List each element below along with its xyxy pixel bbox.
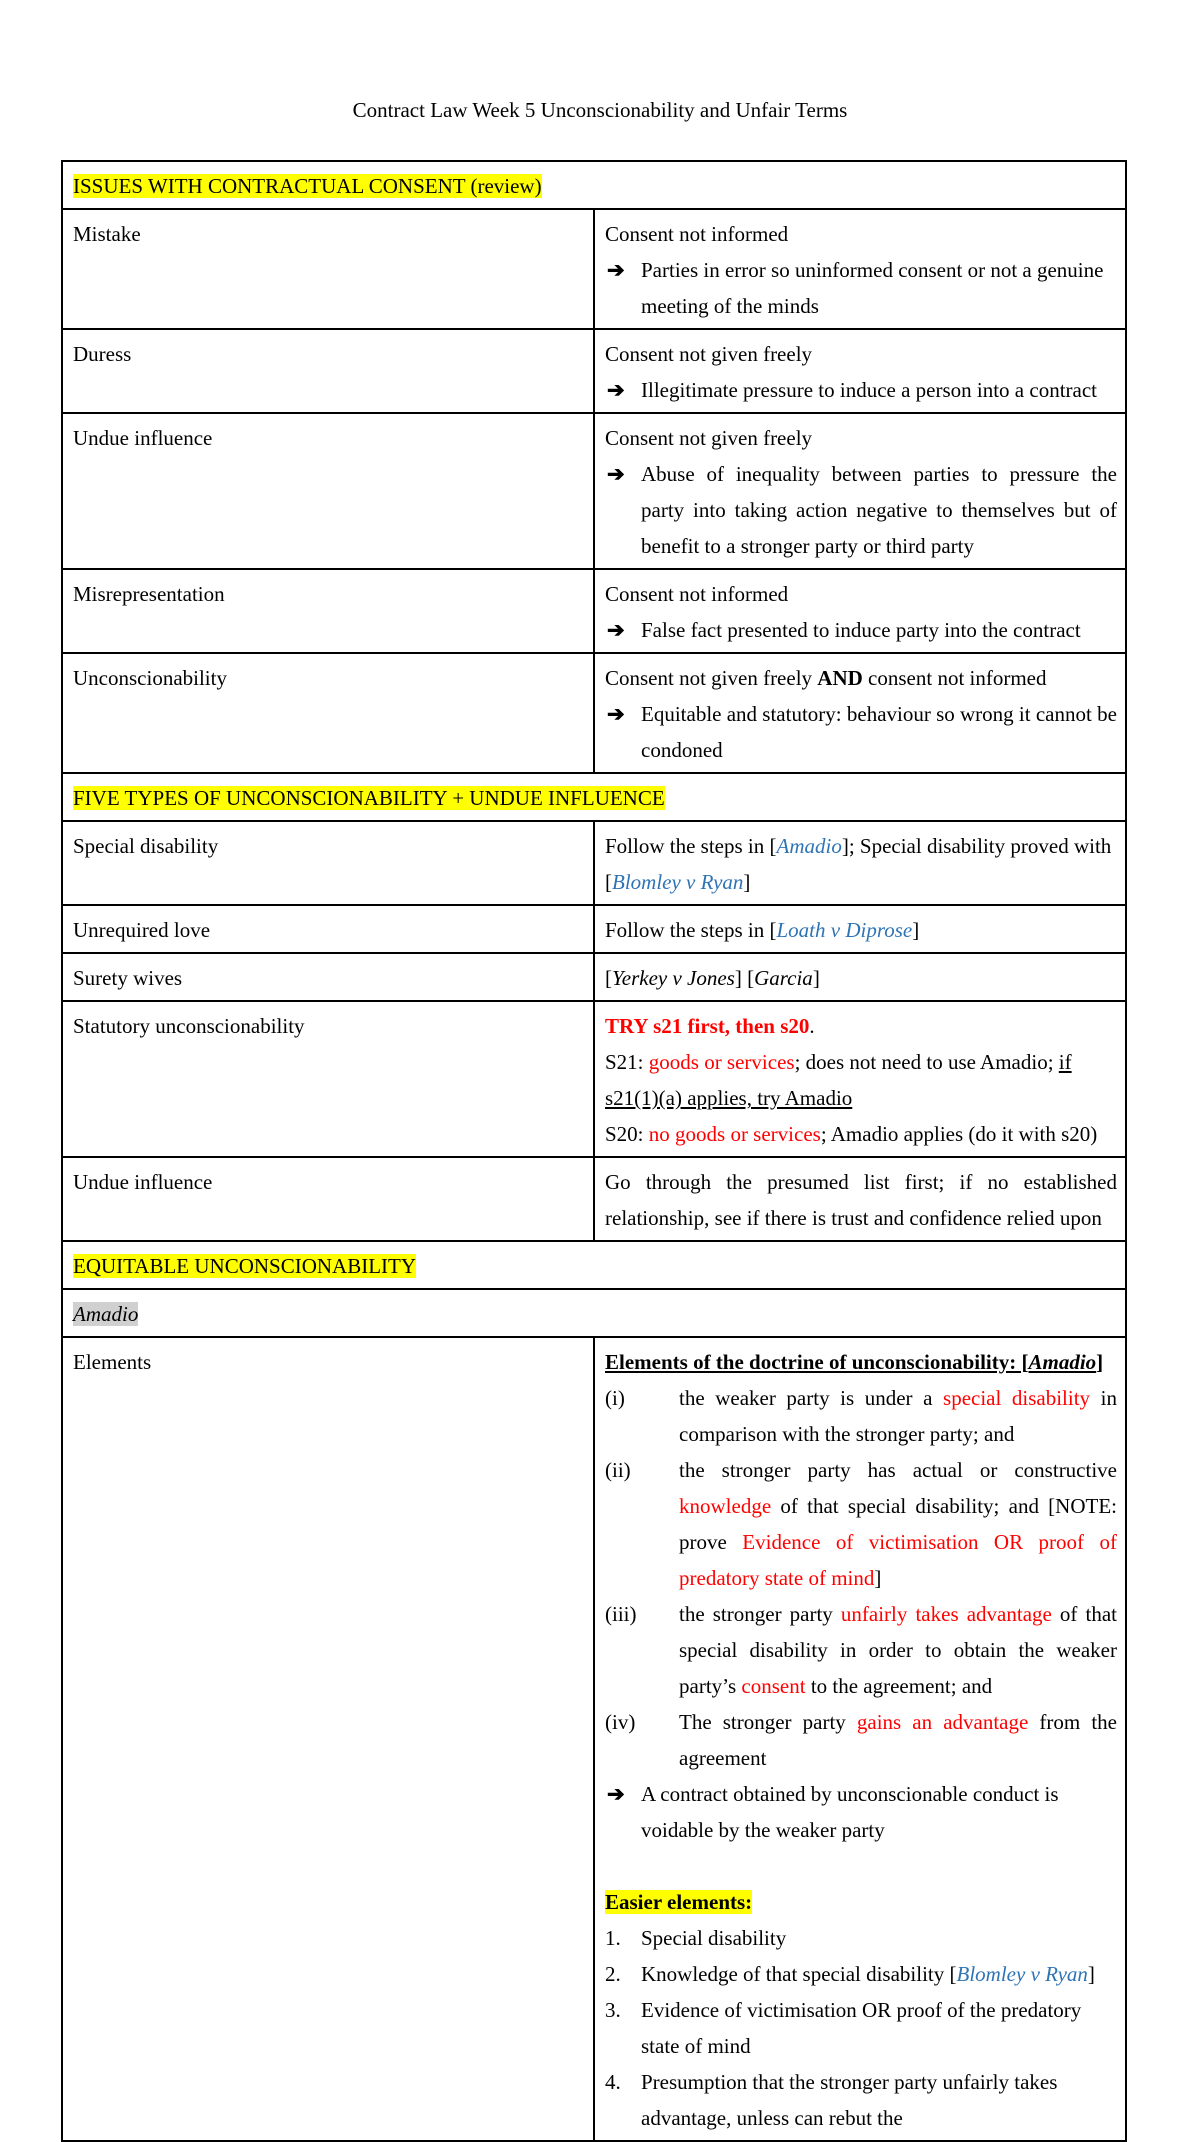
- row-content: [594, 1337, 1126, 2141]
- arrow-bullet: ➔ False fact presented to induce party into the contract: [605, 612, 1117, 648]
- row-label: Special disability: [62, 821, 594, 905]
- row-content: Consent not informed ➔ Parties in error so uninformed consent or not a genuine meeting of the minds: [594, 209, 1126, 329]
- table-row: [62, 1001, 1126, 1157]
- case-citation: Loath v Diprose: [776, 918, 913, 942]
- arrow-bullet: ➔ A contract obtained by unconscionable conduct is voidable by the weaker party: [605, 1776, 1117, 1848]
- row-label: Misrepresentation: [62, 569, 594, 653]
- row-content: Follow the steps in [Loath v Diprose]: [594, 905, 1126, 953]
- table-row: [62, 905, 1126, 953]
- list-item: (iv) The stronger party gains an advantage from the agreement: [605, 1710, 1117, 1770]
- section-heading: EQUITABLE UNCONSCIONABILITY: [73, 1254, 417, 1278]
- list-item: (ii) the stronger party has actual or constructive knowledge of that special disability; and [NOTE: prove Evidence of victimisation OR proof of predatory state of mind]: [605, 1458, 1117, 1590]
- table-row: [62, 413, 1126, 569]
- table-row: [62, 1337, 1126, 2141]
- table-row: [62, 209, 1126, 329]
- row-content: TRY s21 first, then s20. S21: goods or services; does not need to use Amadio; if s21(1)(a) applies, try Amadio S20: no goods or services; Amadio applies (do it with s20): [594, 1001, 1126, 1157]
- row-content: Follow the steps in [Amadio]; Special disability proved with [Blomley v Ryan]: [594, 821, 1126, 905]
- section-header-row: [62, 773, 1126, 821]
- easier-heading: Easier elements:: [605, 1890, 753, 1914]
- row-label: Statutory unconscionability: [62, 1001, 594, 1157]
- row-content: Consent not given freely ➔ Illegitimate pressure to induce a person into a contract: [594, 329, 1126, 413]
- section-header-row: [62, 161, 1126, 209]
- case-citation: Amadio: [776, 834, 842, 858]
- case-citation: Yerkey v Jones: [612, 966, 735, 990]
- section-header-row: [62, 1241, 1126, 1289]
- elements-heading: Elements of the doctrine of unconscionability: [Amadio]: [605, 1350, 1104, 1374]
- list-item: 1. Special disability: [605, 1926, 787, 1950]
- row-label: Elements: [62, 1337, 594, 2141]
- row-label: Surety wives: [62, 953, 594, 1001]
- table-row: [62, 653, 1126, 773]
- table-row: [62, 953, 1126, 1001]
- table-row: [62, 569, 1126, 653]
- row-content: Consent not given freely ➔ Abuse of inequality between parties to pressure the party into taking action negative to themselves but of benefit to a stronger party or third party: [594, 413, 1126, 569]
- arrow-bullet: ➔ Parties in error so uninformed consent or not a genuine meeting of the minds: [605, 252, 1117, 324]
- page-title: Contract Law Week 5 Unconscionability and Unfair Terms: [352, 98, 848, 122]
- table-row: [62, 821, 1126, 905]
- row-content: Consent not given freely AND consent not informed ➔ Equitable and statutory: behaviour so wrong it cannot be condoned: [594, 653, 1126, 773]
- arrow-bullet: ➔ Abuse of inequality between parties to pressure the party into taking action negative to themselves but of benefit to a stronger party or third party: [605, 456, 1117, 564]
- case-citation: Garcia: [754, 966, 813, 990]
- list-item: 2. Knowledge of that special disability [Blomley v Ryan]: [605, 1962, 1095, 1986]
- row-label: Undue influence: [62, 413, 594, 569]
- row-label: Unconscionability: [62, 653, 594, 773]
- arrow-bullet: ➔ Equitable and statutory: behaviour so wrong it cannot be condoned: [605, 696, 1117, 768]
- subsection-heading: Amadio: [73, 1302, 139, 1326]
- table-row: [62, 1157, 1126, 1241]
- list-item: (i) the weaker party is under a special disability in comparison with the stronger party; and: [605, 1386, 1117, 1446]
- table-row: [62, 329, 1126, 413]
- row-label: Mistake: [62, 209, 594, 329]
- arrow-bullet: ➔ Illegitimate pressure to induce a person into a contract: [605, 372, 1117, 408]
- section-heading: ISSUES WITH CONTRACTUAL CONSENT (review): [73, 174, 542, 198]
- row-label: Unrequired love: [62, 905, 594, 953]
- row-content: Go through the presumed list first; if no established relationship, see if there is trust and confidence relied upon: [594, 1157, 1126, 1241]
- row-label: Duress: [62, 329, 594, 413]
- section-heading: FIVE TYPES OF UNCONSCIONABILITY + UNDUE INFLUENCE: [73, 786, 665, 810]
- row-content: [Yerkey v Jones] [Garcia]: [594, 953, 1126, 1001]
- list-item: 3. Evidence of victimisation OR proof of the predatory state of mind: [605, 1998, 1082, 2058]
- case-citation: Blomley v Ryan: [612, 870, 744, 894]
- row-content: Consent not informed ➔ False fact presented to induce party into the contract: [594, 569, 1126, 653]
- section-header-row: [62, 1289, 1126, 1337]
- notes-table: [61, 160, 1127, 2142]
- list-item: (iii) the stronger party unfairly takes advantage of that special disability in order to obtain the weaker party’s consent to the agreement; and: [605, 1602, 1118, 1698]
- row-label: Undue influence: [62, 1157, 594, 1241]
- list-item: 4. Presumption that the stronger party unfairly takes advantage, unless can rebut the: [605, 2070, 1058, 2130]
